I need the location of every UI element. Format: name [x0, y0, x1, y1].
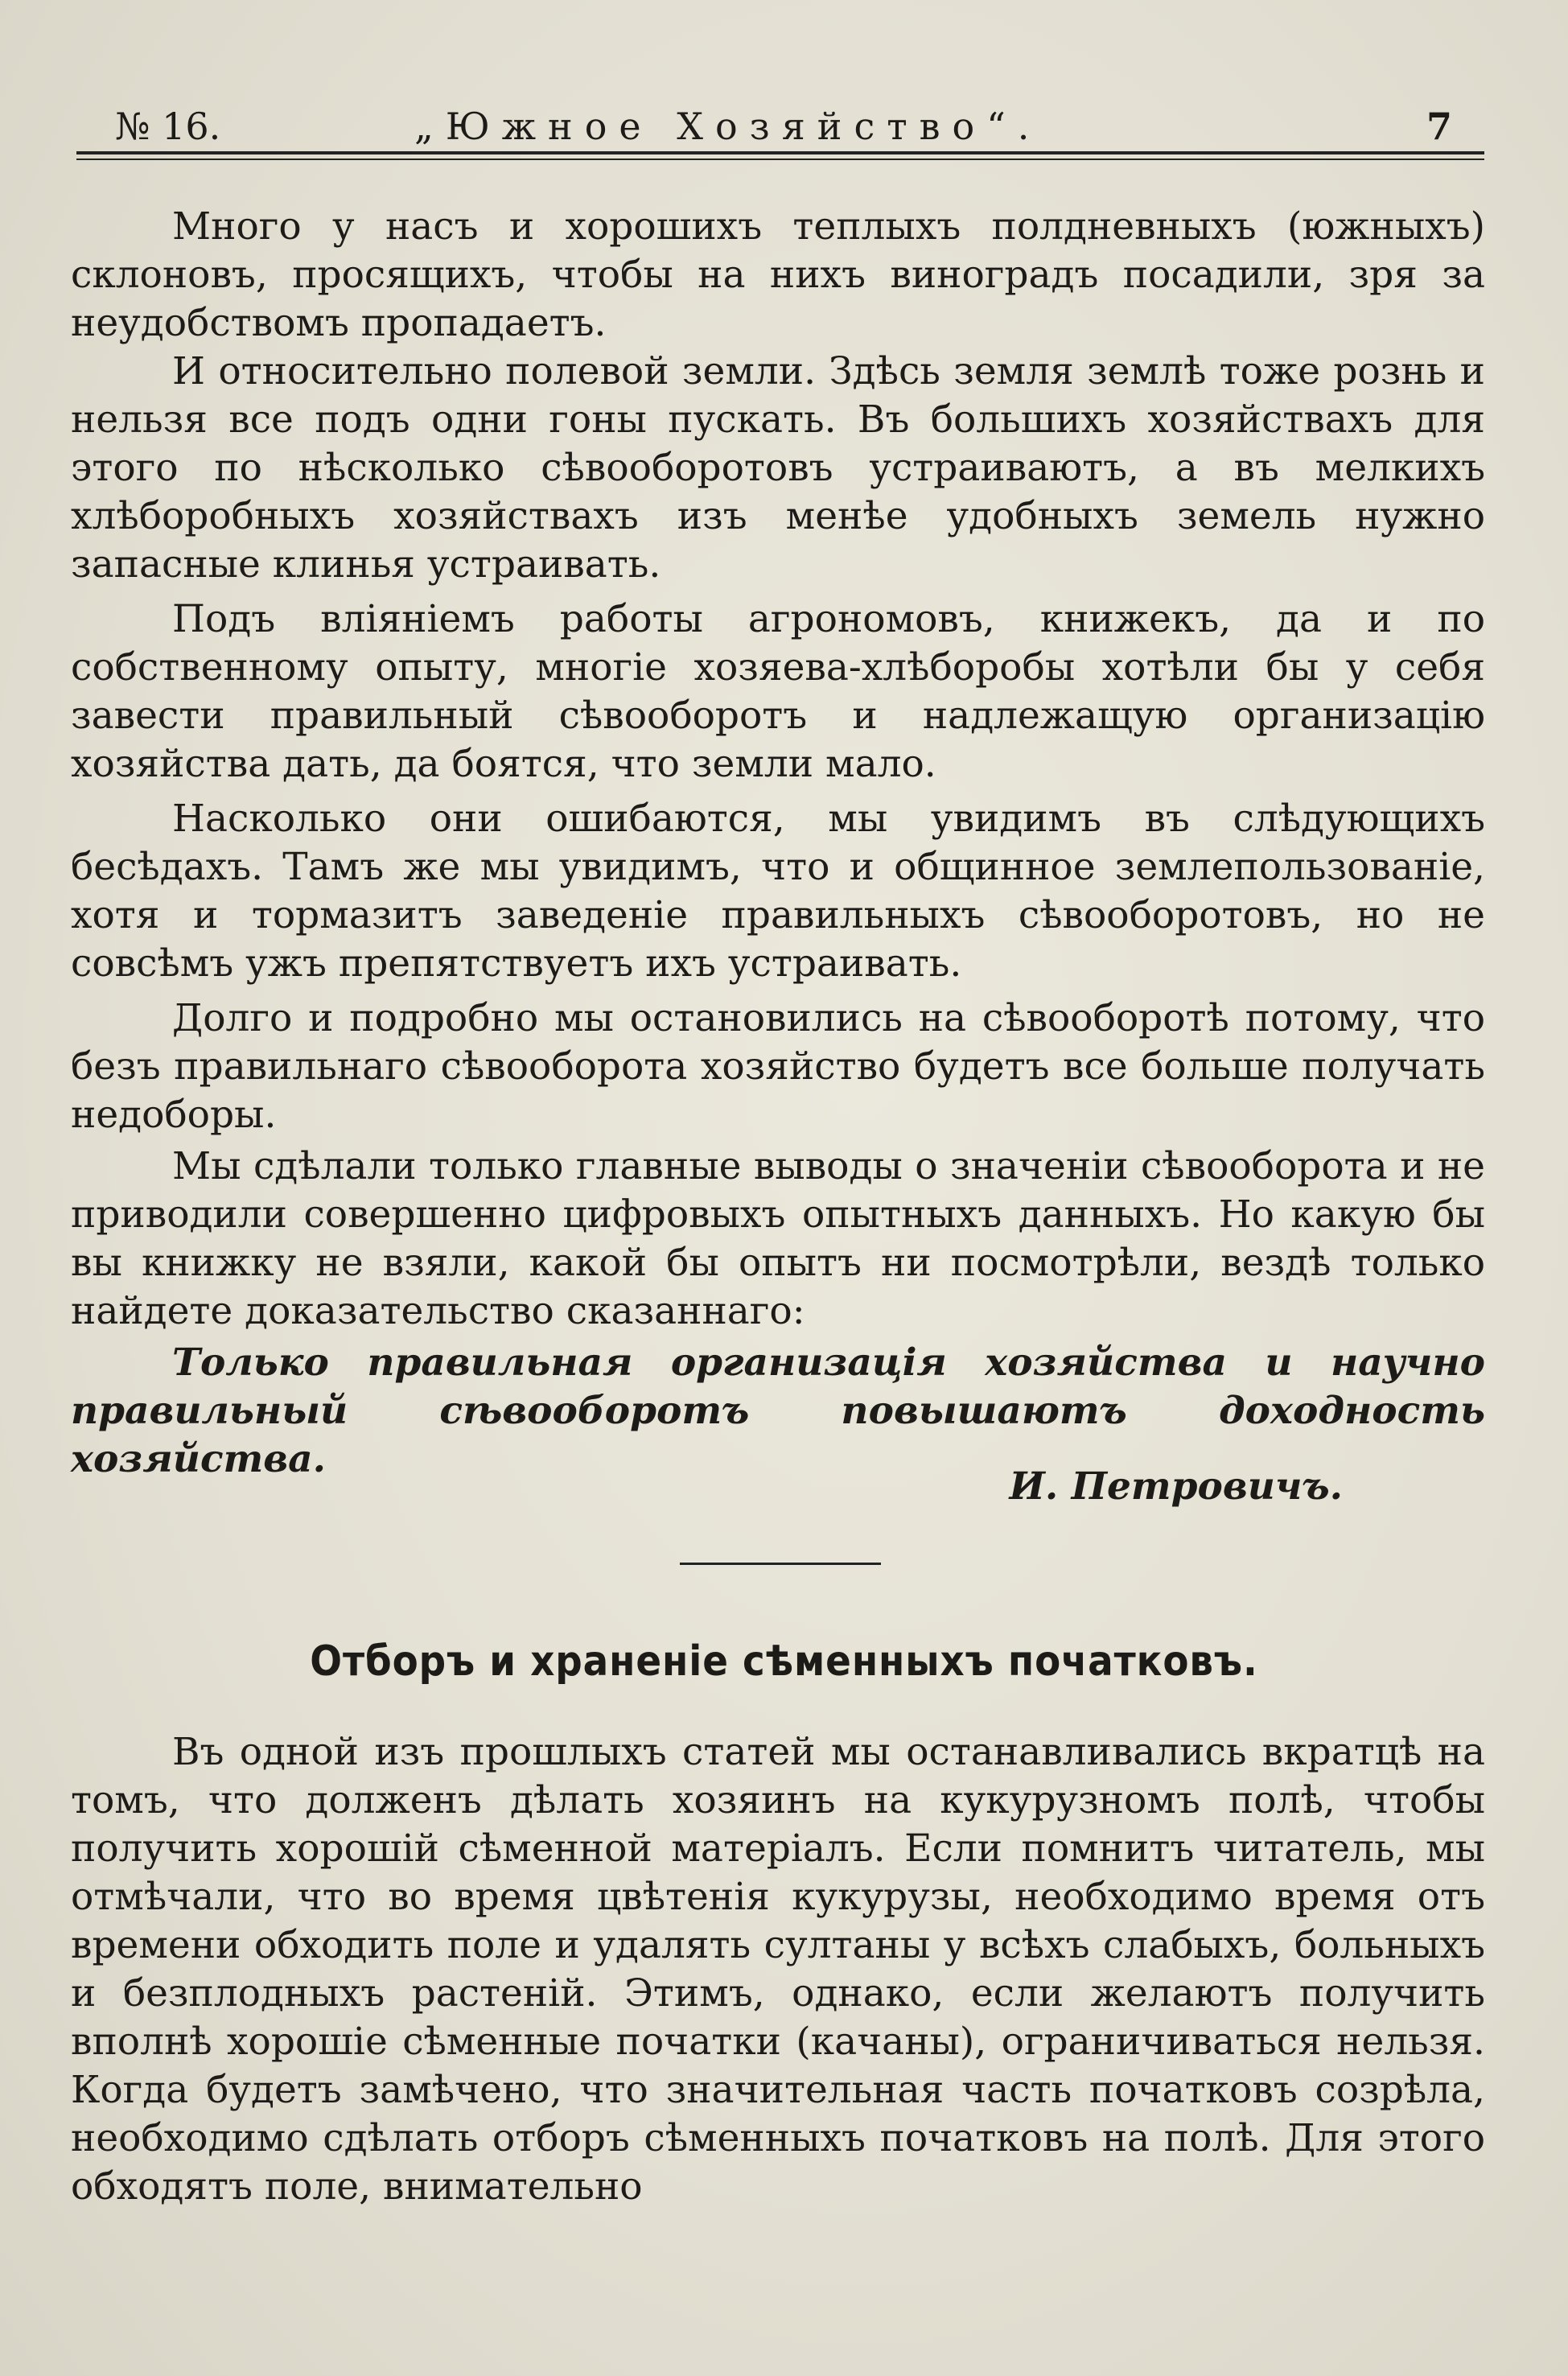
paragraph-1: Много у насъ и хорошихъ теплыхъ полдневныхъ (южныхъ) склоновъ, просящихъ, чтобы на нихъ виноградъ посадили, зря за неудобствомъ пропадаетъ. [71, 204, 1485, 345]
section-divider [680, 1563, 881, 1565]
issue-number: № 16. [115, 105, 221, 148]
article-paragraph: Въ одной изъ прошлыхъ статей мы останавливались вкратцѣ на томъ, что долженъ дѣлать хозяинъ на кукурузномъ полѣ, чтобы получить хорошій сѣменной матеріалъ. Если помнитъ читатель, мы отмѣчали, что во время цвѣтенія кукурузы, необходимо время отъ времени обходить поле и удалять султаны у всѣхъ слабыхъ, больныхъ и безплодныхъ растеній. Этимъ, однако, если желаютъ получить вполнѣ хорошіе сѣменные початки (качаны), ограничиваться нельзя. Когда будетъ замѣчено, что значительная часть початковъ созрѣла, необходимо сдѣлать отборъ сѣменныхъ початковъ на полѣ. Для этого обходятъ поле, внимательно [71, 1730, 1485, 2209]
paragraph-4: Насколько они ошибаются, мы увидимъ въ слѣдующихъ бесѣдахъ. Тамъ же мы увидимъ, что и общинное землепользованіе, хотя и тормазитъ заведеніе правильныхъ сѣвооборотовъ, но не совсѣмъ ужъ препятствуетъ ихъ устраивать. [71, 797, 1485, 986]
paragraph-2: И относительно полевой земли. Здѣсь земля землѣ тоже рознь и нельзя все подъ одни гоны пускать. Въ большихъ хозяйствахъ для этого по нѣсколько сѣвооборотовъ устраиваютъ, а въ мелкихъ хлѣборобныхъ хозяйствахъ изъ менѣе удобныхъ земель нужно запасные клинья устраивать. [71, 349, 1485, 587]
header-rule-thin [76, 159, 1484, 160]
journal-title: „Южное Хозяйство“. [414, 105, 1042, 148]
author-signature: И. Петровичъ. [1009, 1464, 1343, 1509]
page-number: 7 [1426, 105, 1452, 148]
paragraph-3: Подъ вліяніемъ работы агрономовъ, книжекъ, да и по собственному опыту, многіе хозяева-хлѣборобы хотѣли бы у себя завести правильный сѣвооборотъ и надлежащую организацію хозяйства дать, да боятся, что земли мало. [71, 597, 1485, 786]
running-header [76, 105, 1484, 153]
paragraph-6: Мы сдѣлали только главные выводы о значеніи сѣвооборота и не приводили совершенно цифровыхъ опытныхъ данныхъ. Но какую бы вы книжку не взяли, какой бы опытъ ни посмотрѣли, вездѣ только найдете доказательство сказаннаго: [71, 1144, 1485, 1333]
paragraph-5: Долго и подробно мы остановились на сѣвооборотѣ потому, что безъ правильнаго сѣвооборота хозяйство будетъ все больше получать недоборы. [71, 996, 1485, 1137]
article-title: Отборъ и храненіе сѣменныхъ початковъ. [310, 1637, 1258, 1686]
conclusion-italic: Только правильная организація хозяйства и научно правильный сѣвооборотъ повышаютъ доходность хозяйства. [71, 1340, 1485, 1481]
header-rule-thick [76, 151, 1484, 154]
